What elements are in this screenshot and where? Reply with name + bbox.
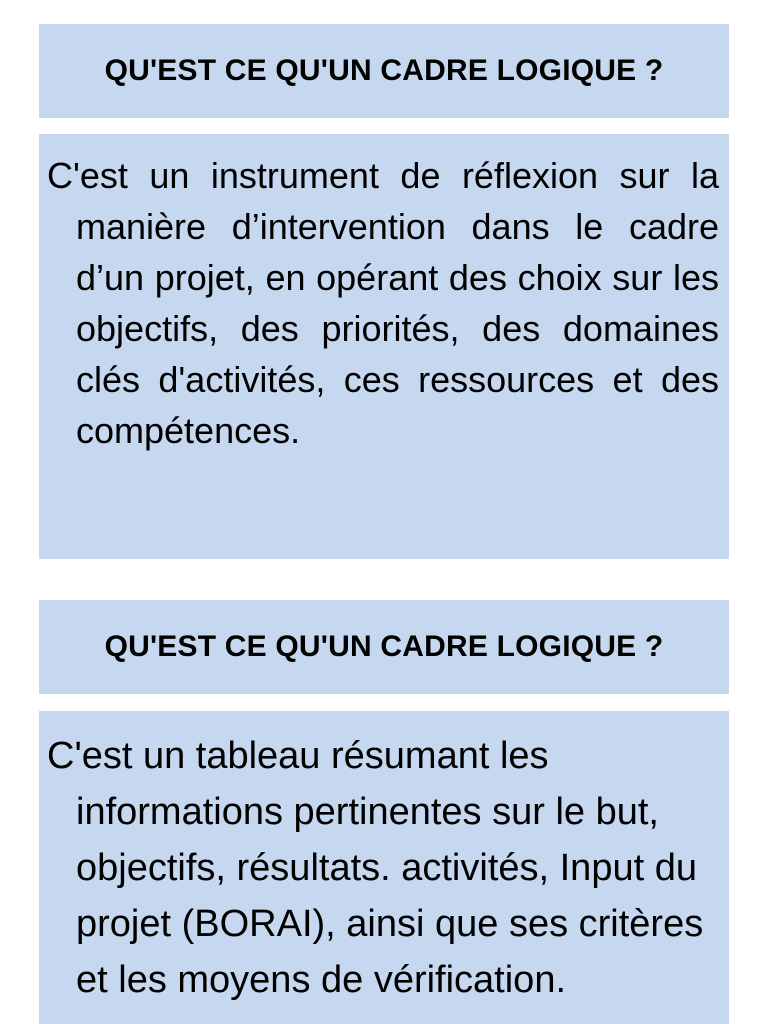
section-2-title: QU'EST CE QU'UN CADRE LOGIQUE ? — [104, 630, 664, 663]
section-1-body-text: C'est un instrument de réflexion sur la manière d’intervention dans le cadre d’un projet, en opérant des choix sur les objectifs, des priorités, des domaines clés d'activités, ces ressources et des compétences. — [47, 155, 719, 451]
section-2-body-box — [39, 711, 729, 1024]
section-2-title-box — [39, 600, 729, 694]
section-1-body-box — [39, 134, 729, 559]
section-1-title-box — [39, 24, 729, 118]
section-2-body-text: C'est un tableau résumant les informations pertinentes sur le but, objectifs, résultats. activités, Input du projet (BORAI), ainsi que ses critères et les moyens de vérification. — [47, 735, 704, 1001]
section-1-title: QU'EST CE QU'UN CADRE LOGIQUE ? — [104, 54, 664, 87]
